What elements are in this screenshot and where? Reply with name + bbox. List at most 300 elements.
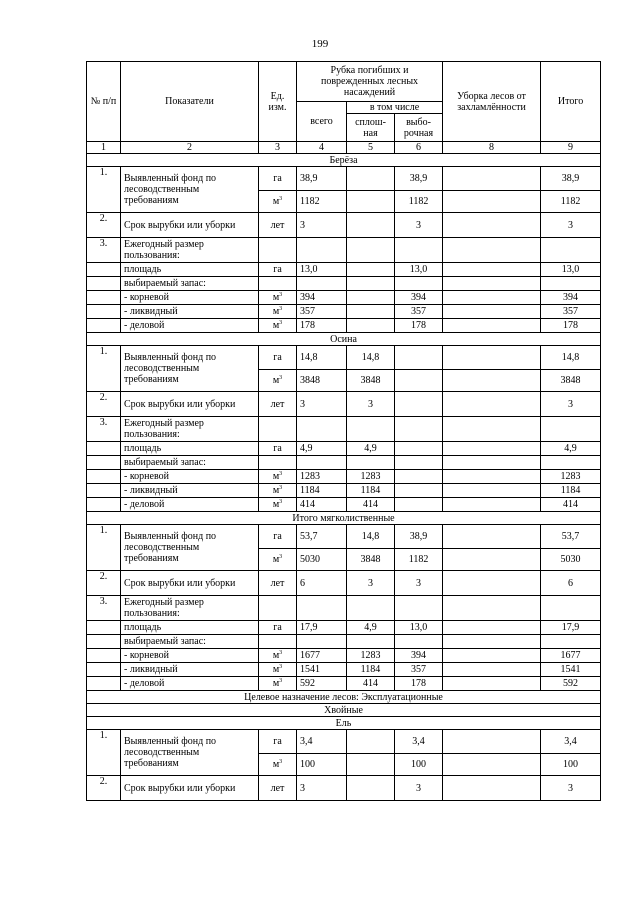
value-itogo: 1541 — [541, 663, 601, 677]
empty-cell — [443, 456, 541, 470]
value-itogo: 414 — [541, 498, 601, 512]
indicator-label: - корневой — [121, 291, 259, 305]
table-row — [87, 663, 601, 677]
indicator-label: Срок вырубки или уборки — [121, 571, 259, 596]
value-selective — [395, 346, 443, 370]
value-cleanup — [443, 392, 541, 417]
table-row — [87, 730, 601, 754]
table-row — [87, 470, 601, 484]
row-number: 3. — [87, 238, 121, 263]
empty-cell — [297, 277, 347, 291]
unit-text: лет — [270, 577, 285, 589]
table-row — [87, 346, 601, 370]
unit-cell — [259, 776, 297, 801]
value-itogo: 3 — [541, 392, 601, 417]
unit-cell — [259, 291, 297, 305]
unit-cell — [259, 370, 297, 392]
value-total: 5030 — [297, 549, 347, 571]
value-clear — [347, 776, 395, 801]
value-selective: 3 — [395, 571, 443, 596]
row-number — [87, 456, 121, 470]
unit-cell — [259, 346, 297, 370]
header-indicators: Показатели — [121, 62, 259, 142]
empty-cell — [395, 596, 443, 621]
unit-cell — [259, 498, 297, 512]
value-clear: 14,8 — [347, 346, 395, 370]
value-cleanup — [443, 571, 541, 596]
value-itogo: 178 — [541, 319, 601, 333]
unit-exponent: 3 — [279, 196, 283, 202]
group-title: Хвойные — [87, 704, 601, 717]
table-row — [87, 498, 601, 512]
empty-cell — [541, 596, 601, 621]
empty-cell — [297, 635, 347, 649]
unit-cell — [259, 649, 297, 663]
value-cleanup — [443, 291, 541, 305]
value-total: 17,9 — [297, 621, 347, 635]
page-number: 199 — [311, 38, 329, 50]
unit-text: м — [272, 499, 280, 510]
empty-cell — [395, 277, 443, 291]
value-clear: 4,9 — [347, 621, 395, 635]
unit-exponent: 3 — [279, 664, 283, 670]
table-row — [87, 442, 601, 456]
empty-cell — [395, 635, 443, 649]
unit-cell — [259, 549, 297, 571]
row-number — [87, 291, 121, 305]
unit-exponent: 3 — [279, 678, 283, 684]
table-row — [87, 291, 601, 305]
purpose-title: Целевое назначение лесов: Эксплуатационные — [87, 691, 601, 704]
value-cleanup — [443, 263, 541, 277]
indicator-label: Выявленный фонд по лесоводственным требованиям — [121, 525, 259, 571]
table-row — [87, 776, 601, 801]
value-total: 13,0 — [297, 263, 347, 277]
unit-text: га — [273, 264, 282, 275]
value-total: 592 — [297, 677, 347, 691]
unit-cell — [259, 571, 297, 596]
unit-text: га — [273, 531, 282, 542]
value-total: 14,8 — [297, 346, 347, 370]
value-itogo: 100 — [541, 754, 601, 776]
value-cleanup — [443, 442, 541, 456]
header-unit: Ед. изм. — [259, 62, 297, 142]
value-cleanup — [443, 370, 541, 392]
table-row — [87, 704, 601, 717]
indicator-label: площадь — [121, 263, 259, 277]
unit-text: м — [272, 759, 280, 770]
empty-cell — [541, 277, 601, 291]
value-selective: 3,4 — [395, 730, 443, 754]
unit-text: м — [272, 664, 280, 675]
value-total: 394 — [297, 291, 347, 305]
row-number: 1. — [87, 346, 121, 392]
unit-text: м — [272, 196, 280, 207]
value-selective: 394 — [395, 649, 443, 663]
value-itogo: 357 — [541, 305, 601, 319]
row-number: 2. — [87, 213, 121, 238]
value-cleanup — [443, 470, 541, 484]
value-cleanup — [443, 346, 541, 370]
value-cleanup — [443, 191, 541, 213]
indicator-label: выбираемый запас: — [121, 635, 259, 649]
value-selective — [395, 470, 443, 484]
value-selective: 357 — [395, 663, 443, 677]
indicator-label: Срок вырубки или уборки — [121, 776, 259, 801]
indicator-label: Выявленный фонд по лесоводственным требованиям — [121, 346, 259, 392]
table-row — [87, 596, 601, 621]
value-cleanup — [443, 484, 541, 498]
unit-text: га — [273, 173, 282, 184]
empty-cell — [347, 596, 395, 621]
value-total: 3 — [297, 213, 347, 238]
value-selective: 357 — [395, 305, 443, 319]
empty-cell — [347, 417, 395, 442]
value-itogo: 6 — [541, 571, 601, 596]
empty-cell — [443, 238, 541, 263]
unit-cell — [259, 263, 297, 277]
empty-cell — [443, 417, 541, 442]
value-cleanup — [443, 621, 541, 635]
value-selective: 38,9 — [395, 167, 443, 191]
row-number: 1. — [87, 167, 121, 213]
row-number — [87, 498, 121, 512]
row-number: 3. — [87, 596, 121, 621]
value-itogo: 3848 — [541, 370, 601, 392]
value-itogo: 3 — [541, 213, 601, 238]
value-total: 3 — [297, 776, 347, 801]
value-total: 4,9 — [297, 442, 347, 456]
value-clear — [347, 730, 395, 754]
value-selective — [395, 484, 443, 498]
value-cleanup — [443, 319, 541, 333]
value-selective: 178 — [395, 319, 443, 333]
value-cleanup — [443, 776, 541, 801]
unit-cell — [259, 730, 297, 754]
unit-cell — [259, 754, 297, 776]
row-number: 1. — [87, 730, 121, 776]
value-clear: 3848 — [347, 370, 395, 392]
table-row — [87, 512, 601, 525]
header-selective: выбо-рочная — [395, 114, 443, 142]
row-number: 2. — [87, 571, 121, 596]
value-clear — [347, 754, 395, 776]
value-cleanup — [443, 730, 541, 754]
value-clear: 3848 — [347, 549, 395, 571]
value-total: 38,9 — [297, 167, 347, 191]
unit-text: га — [273, 736, 282, 747]
value-selective: 394 — [395, 291, 443, 305]
value-selective: 3 — [395, 213, 443, 238]
unit-text: м — [272, 471, 280, 482]
indicator-label: - ликвидный — [121, 305, 259, 319]
unit-cell — [259, 319, 297, 333]
empty-cell — [395, 417, 443, 442]
table-row — [87, 305, 601, 319]
indicator-label: площадь — [121, 442, 259, 456]
row-number — [87, 621, 121, 635]
value-selective — [395, 498, 443, 512]
empty-cell — [259, 417, 297, 442]
value-clear: 1283 — [347, 649, 395, 663]
header-row — [87, 62, 601, 102]
header-itogo: Итого — [541, 62, 601, 142]
header-num: № п/п — [87, 62, 121, 142]
value-clear — [347, 305, 395, 319]
table-row — [87, 691, 601, 704]
value-clear: 3 — [347, 571, 395, 596]
unit-exponent: 3 — [279, 471, 283, 477]
value-itogo: 3,4 — [541, 730, 601, 754]
value-clear: 4,9 — [347, 442, 395, 456]
value-selective — [395, 370, 443, 392]
colnum: 5 — [347, 142, 395, 154]
table-row — [87, 677, 601, 691]
row-number: 3. — [87, 417, 121, 442]
value-total: 3,4 — [297, 730, 347, 754]
colnum: 4 — [297, 142, 347, 154]
value-itogo: 1182 — [541, 191, 601, 213]
value-total: 1677 — [297, 649, 347, 663]
empty-cell — [443, 635, 541, 649]
row-number — [87, 484, 121, 498]
empty-cell — [297, 456, 347, 470]
value-clear: 1184 — [347, 484, 395, 498]
table-row — [87, 319, 601, 333]
table-row — [87, 525, 601, 549]
empty-cell — [347, 635, 395, 649]
species-title: Ель — [87, 717, 601, 730]
unit-text: м — [272, 320, 280, 331]
table-row — [87, 484, 601, 498]
value-total: 1184 — [297, 484, 347, 498]
unit-exponent: 3 — [279, 759, 283, 765]
unit-text: м — [272, 306, 280, 317]
value-selective: 100 — [395, 754, 443, 776]
row-number — [87, 663, 121, 677]
indicator-label: Срок вырубки или уборки — [121, 392, 259, 417]
value-cleanup — [443, 167, 541, 191]
unit-exponent: 3 — [279, 554, 283, 560]
row-number — [87, 442, 121, 456]
indicator-label: - корневой — [121, 470, 259, 484]
empty-cell — [443, 596, 541, 621]
row-number: 1. — [87, 525, 121, 571]
section-title: Осина — [87, 333, 601, 346]
value-selective: 13,0 — [395, 621, 443, 635]
row-number: 2. — [87, 776, 121, 801]
unit-text: га — [273, 443, 282, 454]
value-total: 53,7 — [297, 525, 347, 549]
value-clear — [347, 167, 395, 191]
indicator-label: Ежегодный размер пользования: — [121, 417, 259, 442]
value-clear: 1283 — [347, 470, 395, 484]
empty-cell — [395, 456, 443, 470]
value-cleanup — [443, 754, 541, 776]
unit-text: га — [273, 352, 282, 363]
row-number — [87, 305, 121, 319]
value-total: 100 — [297, 754, 347, 776]
value-total: 6 — [297, 571, 347, 596]
value-itogo: 1283 — [541, 470, 601, 484]
value-itogo: 394 — [541, 291, 601, 305]
unit-text: лет — [270, 782, 285, 794]
value-selective — [395, 442, 443, 456]
colnum: 8 — [443, 142, 541, 154]
empty-cell — [541, 417, 601, 442]
value-total: 178 — [297, 319, 347, 333]
unit-cell — [259, 191, 297, 213]
value-cleanup — [443, 525, 541, 549]
value-selective: 1182 — [395, 549, 443, 571]
value-cleanup — [443, 677, 541, 691]
indicator-label: выбираемый запас: — [121, 456, 259, 470]
value-itogo: 4,9 — [541, 442, 601, 456]
value-total: 1541 — [297, 663, 347, 677]
row-number — [87, 263, 121, 277]
table-row — [87, 649, 601, 663]
unit-exponent: 3 — [279, 375, 283, 381]
unit-exponent: 3 — [279, 485, 283, 491]
empty-cell — [347, 456, 395, 470]
unit-cell — [259, 167, 297, 191]
empty-cell — [541, 456, 601, 470]
table-row — [87, 277, 601, 291]
table-row — [87, 621, 601, 635]
unit-cell — [259, 621, 297, 635]
colnum: 2 — [121, 142, 259, 154]
table-row — [87, 213, 601, 238]
value-clear — [347, 291, 395, 305]
value-itogo: 5030 — [541, 549, 601, 571]
value-total: 3 — [297, 392, 347, 417]
indicator-label: Выявленный фонд по лесоводственным требованиям — [121, 167, 259, 213]
empty-cell — [297, 238, 347, 263]
empty-cell — [259, 238, 297, 263]
unit-text: м — [272, 375, 280, 386]
empty-cell — [297, 417, 347, 442]
value-selective: 13,0 — [395, 263, 443, 277]
table-row — [87, 635, 601, 649]
value-cleanup — [443, 549, 541, 571]
unit-cell — [259, 677, 297, 691]
header-total: всего — [297, 102, 347, 142]
value-selective: 1182 — [395, 191, 443, 213]
empty-cell — [541, 238, 601, 263]
unit-cell — [259, 663, 297, 677]
empty-cell — [347, 277, 395, 291]
value-selective: 3 — [395, 776, 443, 801]
value-clear: 414 — [347, 677, 395, 691]
unit-text: м — [272, 292, 280, 303]
value-clear — [347, 319, 395, 333]
unit-text: лет — [270, 219, 285, 231]
value-total: 357 — [297, 305, 347, 319]
unit-cell — [259, 213, 297, 238]
unit-text: га — [273, 622, 282, 633]
indicator-label: Срок вырубки или уборки — [121, 213, 259, 238]
unit-cell — [259, 305, 297, 319]
table-row — [87, 263, 601, 277]
empty-cell — [297, 596, 347, 621]
header-including: в том числе — [347, 102, 443, 114]
value-clear: 3 — [347, 392, 395, 417]
value-clear — [347, 213, 395, 238]
column-numbers-row — [87, 142, 601, 154]
value-itogo: 1677 — [541, 649, 601, 663]
table-row — [87, 456, 601, 470]
table-row — [87, 238, 601, 263]
section-title: Итого мягколиственные — [87, 512, 601, 525]
row-number: 2. — [87, 392, 121, 417]
indicator-label: - ликвидный — [121, 484, 259, 498]
empty-cell — [443, 277, 541, 291]
row-number — [87, 677, 121, 691]
empty-cell — [541, 635, 601, 649]
row-number — [87, 470, 121, 484]
unit-text: лет — [270, 398, 285, 410]
value-clear — [347, 263, 395, 277]
value-clear: 414 — [347, 498, 395, 512]
unit-cell — [259, 392, 297, 417]
value-itogo: 17,9 — [541, 621, 601, 635]
unit-cell — [259, 442, 297, 456]
value-total: 1283 — [297, 470, 347, 484]
indicator-label: - деловой — [121, 677, 259, 691]
value-cleanup — [443, 213, 541, 238]
row-number — [87, 319, 121, 333]
value-selective: 178 — [395, 677, 443, 691]
unit-text: м — [272, 485, 280, 496]
empty-cell — [395, 238, 443, 263]
row-number — [87, 649, 121, 663]
table-row — [87, 417, 601, 442]
value-itogo: 13,0 — [541, 263, 601, 277]
table-row — [87, 167, 601, 191]
unit-cell — [259, 484, 297, 498]
empty-cell — [347, 238, 395, 263]
row-number — [87, 277, 121, 291]
value-cleanup — [443, 498, 541, 512]
value-selective — [395, 392, 443, 417]
indicator-label: Ежегодный размер пользования: — [121, 596, 259, 621]
table-row — [87, 392, 601, 417]
colnum: 9 — [541, 142, 601, 154]
value-clear: 14,8 — [347, 525, 395, 549]
unit-exponent: 3 — [279, 499, 283, 505]
table-row — [87, 717, 601, 730]
unit-exponent: 3 — [279, 306, 283, 312]
header-cutting: Рубка погибших и поврежденных лесных насаждений — [297, 62, 443, 102]
indicator-label: площадь — [121, 621, 259, 635]
colnum: 6 — [395, 142, 443, 154]
row-number — [87, 635, 121, 649]
empty-cell — [259, 635, 297, 649]
value-clear: 1184 — [347, 663, 395, 677]
value-cleanup — [443, 663, 541, 677]
value-itogo: 53,7 — [541, 525, 601, 549]
unit-exponent: 3 — [279, 650, 283, 656]
value-total: 3848 — [297, 370, 347, 392]
unit-exponent: 3 — [279, 292, 283, 298]
value-itogo: 592 — [541, 677, 601, 691]
value-total: 414 — [297, 498, 347, 512]
unit-cell — [259, 525, 297, 549]
colnum: 1 — [87, 142, 121, 154]
value-cleanup — [443, 649, 541, 663]
unit-text: м — [272, 650, 280, 661]
empty-cell — [259, 277, 297, 291]
